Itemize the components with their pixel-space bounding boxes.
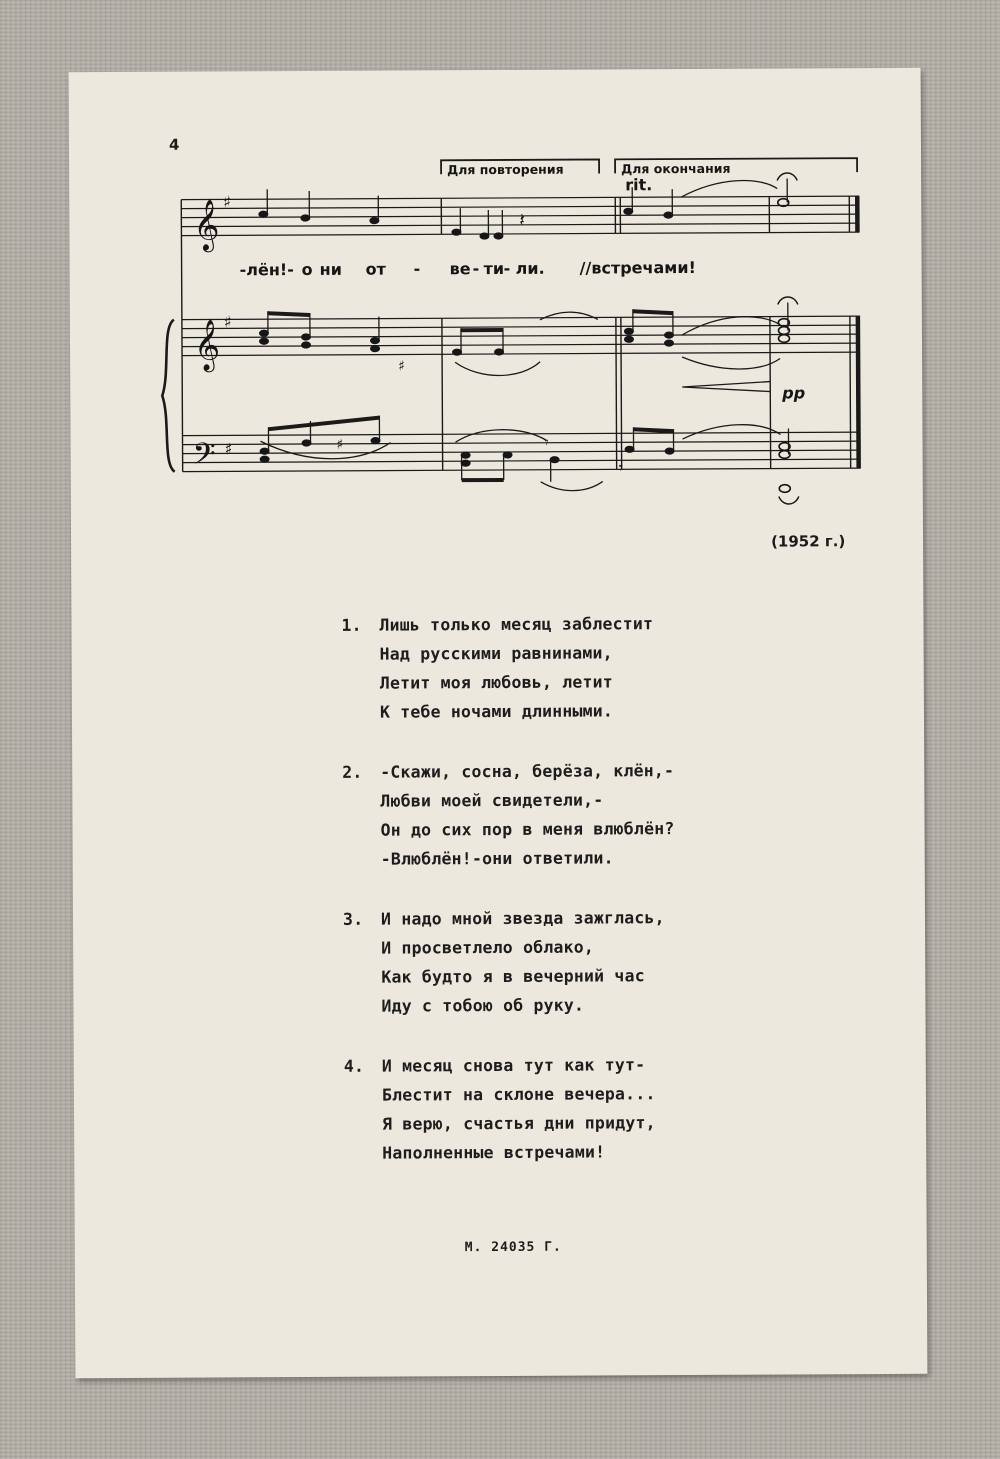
stanza-line bbox=[342, 638, 762, 669]
stanza-line-text: Блестит на склоне вечера... bbox=[381, 1084, 656, 1105]
stanza-line-text: Любви моей свидетели,- bbox=[380, 790, 604, 811]
lyric-syllable: ли. bbox=[515, 258, 545, 278]
stanza-line-text: Лишь только месяц заблестит bbox=[379, 614, 654, 635]
year-note: (1952 г.) bbox=[771, 532, 846, 551]
page-number: 4 bbox=[168, 135, 180, 154]
stanza-number: 4. bbox=[343, 1056, 365, 1076]
stanza-number: 1. bbox=[341, 615, 362, 635]
repeat-volta-label: Для повторения bbox=[447, 161, 564, 178]
ending-volta-label: Для окончания bbox=[621, 160, 731, 177]
lyric-syllable: - bbox=[413, 259, 421, 279]
sharp-icon: ♯ bbox=[224, 439, 233, 459]
treble-clef-icon: 𝄞 bbox=[193, 199, 220, 251]
stanza-line-text: -Влюблён!-они ответили. bbox=[380, 848, 614, 869]
stanza-line bbox=[342, 814, 762, 845]
lyric-syllable: ни bbox=[319, 259, 342, 279]
stanza-line bbox=[342, 756, 762, 787]
lyrics-block bbox=[341, 609, 764, 1199]
eighth-rest-icon: 𝄾 bbox=[544, 432, 549, 452]
stanza-line-text: Над русскими равнинами, bbox=[379, 643, 613, 664]
stanza-4 bbox=[344, 1050, 765, 1168]
sharp-icon: ♯ bbox=[223, 312, 232, 332]
stanza-line bbox=[343, 903, 763, 934]
stanza-line bbox=[343, 990, 763, 1021]
stanza-3 bbox=[343, 903, 764, 1021]
stanza-line-text: И надо мной звезда зажглась, bbox=[380, 908, 665, 929]
lyric-syllable: - bbox=[472, 259, 480, 279]
stanza-line bbox=[344, 1137, 764, 1168]
lyric-syllable: от bbox=[365, 259, 386, 279]
stanza-line-text: Летит моя любовь, летит bbox=[379, 672, 613, 693]
stanza-line bbox=[342, 667, 762, 698]
noteheads bbox=[258, 207, 674, 467]
stanza-line-text: Как будто я в вечерний час bbox=[381, 966, 645, 987]
lyric-syllable: о bbox=[301, 259, 313, 280]
stanza-line-text: Наполненные встречами! bbox=[382, 1142, 606, 1163]
stanza-line bbox=[344, 1079, 764, 1110]
stanza-line bbox=[343, 843, 763, 874]
stanza-line bbox=[342, 696, 762, 727]
stanza-line-text: И просветлело облако, bbox=[381, 937, 595, 958]
music-score bbox=[69, 68, 924, 592]
piano-treble-staff bbox=[182, 316, 860, 356]
score-lyrics bbox=[240, 258, 696, 279]
stanza-line-text: -Скажи, сосна, берёза, клён,- bbox=[380, 761, 675, 782]
stanza-line bbox=[343, 961, 763, 992]
lyric-syllable: - bbox=[503, 258, 511, 278]
lyric-syllable: //встречами! bbox=[579, 257, 696, 278]
stanza-line bbox=[343, 932, 763, 963]
stanza-line bbox=[342, 785, 762, 816]
lyric-syllable: -лён!- bbox=[239, 260, 294, 280]
stanza-line-text: Я верю, счастья дни придут, bbox=[382, 1113, 656, 1134]
piano-bass-staff bbox=[182, 432, 860, 472]
stanza-2 bbox=[342, 756, 763, 874]
piano-brace bbox=[162, 320, 175, 472]
eighth-rest-icon: 𝄾 bbox=[618, 458, 623, 478]
stanza-line bbox=[344, 1050, 764, 1081]
final-barline bbox=[857, 196, 858, 468]
stanza-line-text: Иду с тобою об руку. bbox=[381, 995, 585, 1016]
treble-clef-icon: 𝄞 bbox=[193, 319, 221, 371]
stanza-line-text: К тебе ночами длинными. bbox=[379, 701, 614, 722]
sharp-icon: ♯ bbox=[223, 192, 232, 212]
sharp-icon: ♯ bbox=[336, 436, 344, 453]
quarter-rest-icon: 𝄽 bbox=[519, 209, 525, 231]
stanza-line-text: И месяц снова тут как тут- bbox=[381, 1055, 646, 1076]
lyric-syllable: ти bbox=[483, 258, 505, 279]
stanza-line-text: Он до сих пор в меня влюблён? bbox=[380, 819, 675, 840]
rests bbox=[519, 209, 623, 478]
diminuendo-hairpin bbox=[682, 382, 770, 392]
stanza-line bbox=[344, 1108, 764, 1139]
stanza-line bbox=[341, 609, 761, 640]
catalog-number: М. 24035 Г. bbox=[464, 1239, 562, 1256]
stanza-1 bbox=[341, 609, 762, 727]
stanza-number: 3. bbox=[342, 909, 364, 929]
bass-clef-icon: 𝄢 bbox=[192, 437, 216, 479]
sharp-icon: ♯ bbox=[398, 358, 405, 375]
sheet-music-page bbox=[69, 68, 928, 1378]
tempo-mark: rit. bbox=[625, 175, 653, 195]
dynamic-mark: pp bbox=[782, 383, 806, 403]
stanza-number: 2. bbox=[342, 762, 363, 782]
lyric-syllable: ве bbox=[449, 259, 471, 279]
